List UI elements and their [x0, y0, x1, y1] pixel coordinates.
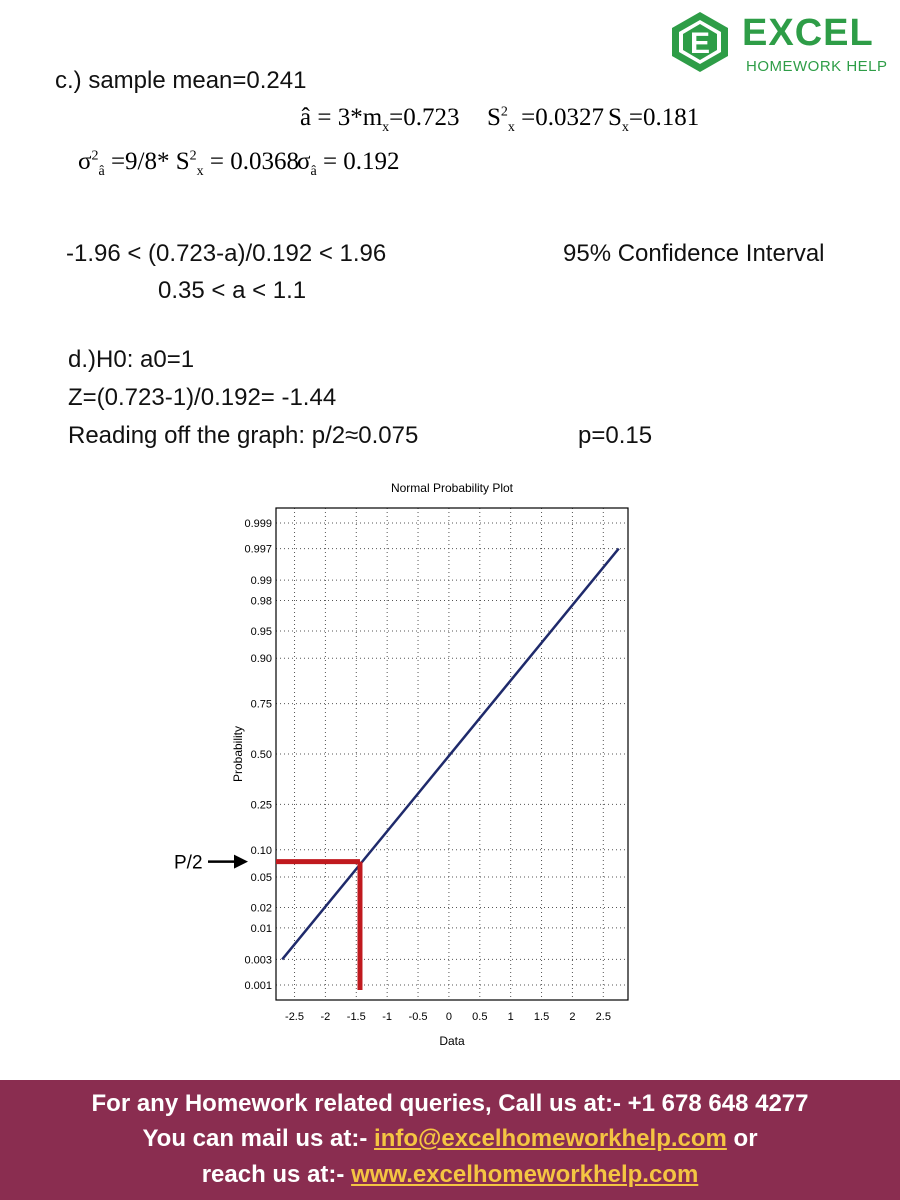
eq-a-hat-main: â = 3*m [300, 104, 383, 131]
x-tick-label: -0.5 [408, 1011, 428, 1023]
annotation-label: P/2 [174, 852, 203, 874]
footer-website-line [0, 1161, 900, 1189]
brand-logo [668, 6, 894, 76]
y-tick-label: 0.75 [250, 698, 272, 711]
ci-label: 95% Confidence Interval [563, 240, 825, 267]
y-tick-label: 0.95 [250, 626, 272, 639]
equation-sigma-sq [78, 148, 299, 180]
x-axis-label: Data [439, 1034, 465, 1048]
footer-website-prefix: reach us at:- [201, 1161, 352, 1188]
x-tick-label: 1.5 [533, 1011, 550, 1023]
email-link[interactable]: info@excelhomeworkhelp.com [374, 1125, 727, 1152]
eq-std-value: =0.181 [628, 104, 700, 131]
contact-footer [0, 1080, 900, 1200]
ci-inequality: -1.96 < (0.723-a)/0.192 < 1.96 [66, 240, 387, 267]
eq-sigsq-sup: 2 [91, 148, 99, 164]
y-tick-label: 0.001 [244, 980, 272, 993]
eq-sigsq-main: σ [78, 148, 92, 175]
z-statistic: Z=(0.723-1)/0.192= -1.44 [68, 384, 337, 411]
logo-hexagon-icon [668, 10, 732, 74]
eq-sigsq-mid: =9/8* S [104, 148, 190, 175]
hypothesis-h0: d.)H0: a0=1 [68, 346, 195, 373]
equation-variance [487, 104, 604, 136]
equation-sigma [297, 148, 400, 180]
x-tick-label: 2.5 [595, 1011, 611, 1023]
y-tick-label: 0.99 [250, 575, 272, 588]
y-tick-label: 0.05 [250, 871, 272, 884]
x-tick-label: -2.5 [285, 1011, 305, 1023]
chart-title: Normal Probability Plot [390, 481, 514, 495]
eq-std-sub: x [621, 120, 629, 135]
eq-std-main: S [608, 104, 622, 131]
footer-phone-line: For any Homework related queries, Call us at:- +1 678 648 4277 [91, 1090, 809, 1117]
p-value: p=0.15 [578, 422, 653, 449]
graph-reading: Reading off the graph: p/2≈0.075 [68, 422, 419, 449]
y-tick-label: 0.50 [250, 749, 272, 761]
x-tick-label: -1 [382, 1011, 393, 1023]
x-tick-label: -1.5 [346, 1011, 366, 1023]
y-tick-label: 0.10 [250, 844, 272, 857]
ci-result: 0.35 < a < 1.1 [158, 277, 307, 304]
footer-email-suffix: or [726, 1125, 758, 1152]
annotation-arrow-icon [234, 855, 248, 869]
logo-letter: E [689, 27, 711, 60]
footer-email-line [0, 1125, 900, 1153]
equation-std [608, 104, 699, 136]
y-tick-label: 0.90 [250, 653, 272, 666]
logo-word: EXCEL [742, 12, 874, 54]
eq-a-hat-sub: x [382, 120, 390, 135]
x-tick-label: 0 [445, 1011, 452, 1023]
eq-var-main: S [487, 104, 501, 131]
y-tick-label: 0.02 [250, 902, 272, 915]
eq-var-value: =0.0327 [514, 104, 605, 131]
eq-var-sup: 2 [500, 104, 508, 120]
y-tick-label: 0.01 [250, 922, 272, 935]
y-axis-label: Probability [231, 725, 245, 783]
x-tick-label: -2 [320, 1011, 331, 1023]
eq-sigsq-sup2: 2 [189, 148, 197, 164]
eq-sig-sub: â [310, 164, 317, 179]
y-tick-label: 0.997 [244, 543, 272, 556]
eq-sigsq-sub: â [98, 164, 105, 179]
eq-sig-value: = 0.192 [316, 148, 400, 175]
website-link[interactable]: www.excelhomeworkhelp.com [351, 1161, 699, 1188]
y-tick-label: 0.98 [250, 595, 272, 608]
y-tick-label: 0.999 [244, 517, 272, 530]
footer-email-prefix: You can mail us at:- [142, 1125, 375, 1152]
y-tick-label: 0.003 [244, 954, 272, 967]
logo-tagline: HOMEWORK HELP [746, 58, 888, 75]
y-tick-label: 0.25 [250, 799, 272, 812]
x-tick-label: 2 [569, 1011, 576, 1023]
normal-probability-plot [168, 470, 638, 1060]
eq-var-sub: x [507, 120, 515, 135]
x-tick-label: 0.5 [472, 1011, 488, 1023]
eq-a-hat-value: =0.723 [389, 104, 460, 131]
eq-sig-main: σ [297, 148, 311, 175]
eq-sigsq-value: = 0.0368 [203, 148, 300, 175]
x-tick-label: 1 [507, 1011, 514, 1023]
equation-a-hat [300, 104, 460, 136]
sample-mean-text: c.) sample mean=0.241 [55, 67, 307, 94]
eq-sigsq-sub2: x [196, 164, 204, 179]
